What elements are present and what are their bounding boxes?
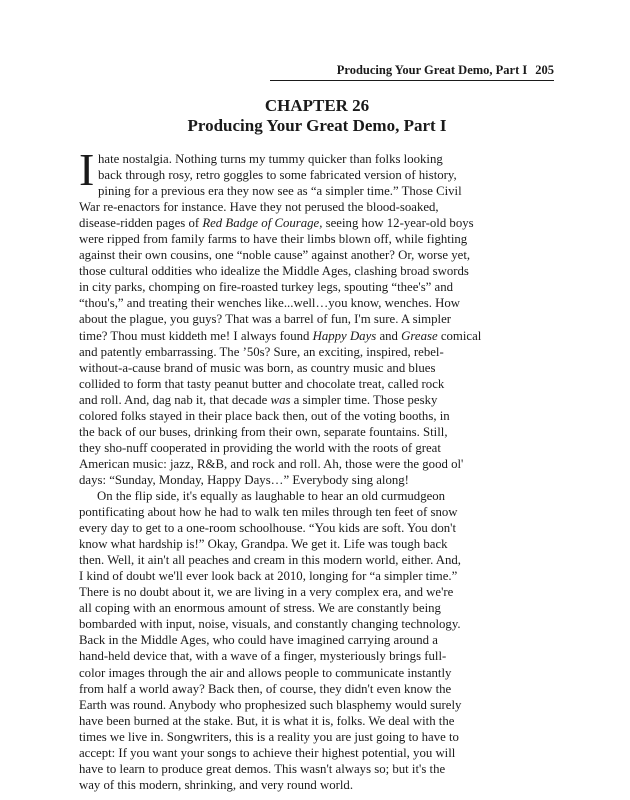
text-run: disease-ridden pages of — [79, 216, 203, 231]
italic-title: Red Badge of Courage, — [202, 216, 323, 231]
text-line: pining for a previous era they now see as “a simpler time.” Those Civil — [98, 184, 462, 199]
text-line — [79, 328, 555, 344]
text-line: against their own cousins, one “noble cause” against another? Or, worse yet, — [79, 248, 471, 263]
text-run: and roll. And, dag nab it, that decade — [79, 392, 271, 407]
text-line: colored folks stayed in their place back then, out of the voting booths, in — [79, 408, 450, 423]
body-text — [79, 144, 555, 793]
text-run: time? Thou must kiddeth me! I always found — [79, 328, 313, 343]
text-line: and patently embarrassing. The ’50s? Sure, an exciting, inspired, rebel- — [79, 344, 444, 359]
text-line: in city parks, chomping on fire-roasted turkey legs, spouting “thee's” and — [79, 280, 454, 295]
paragraph-1 — [79, 144, 555, 488]
text-line: bombarded with input, noise, visuals, and constantly changing technology. — [79, 617, 461, 632]
text-run: a simpler time. Those pesky — [290, 392, 438, 407]
page-number: 205 — [535, 63, 554, 77]
text-line — [79, 215, 555, 231]
text-line: Earth was round. Anybody who prophesized such blasphemy would surely — [79, 697, 462, 712]
text-line: hate nostalgia. Nothing turns my tummy quicker than folks looking — [98, 152, 443, 166]
text-line: On the flip side, it's equally as laughable to hear an old curmudgeon — [97, 488, 446, 503]
text-line: without-a-cause brand of music was born, as country music and blues — [79, 360, 436, 375]
text-line: have to learn to produce great demos. This wasn't always so; but it's the — [79, 761, 446, 776]
text-line: about the plague, you guys? That was a barrel of fun, I'm sure. A simpler — [79, 312, 452, 327]
text-line: were ripped from family farms to have their limbs blown off, while fighting — [79, 232, 468, 247]
text-line: days: “Sunday, Monday, Happy Days…” Everybody sing along! — [79, 472, 409, 487]
text-line: accept: If you want your songs to achieve their highest potential, you will — [79, 745, 456, 760]
text-line: Back in the Middle Ages, who could have imagined carrying around a — [79, 633, 438, 648]
italic-word: was — [270, 392, 291, 407]
text-line: they sho-nuff cooperated in providing the world with the roots of great — [79, 440, 441, 455]
text-line: back through rosy, retro goggles to some fabricated version of history, — [98, 168, 457, 183]
text-line: way of this modern, shrinking, and very round world. — [79, 777, 354, 792]
text-run: seeing how 12-year-old boys — [322, 216, 474, 231]
text-line: War re-enactors for instance. Have they not perused the blood-soaked, — [79, 200, 439, 215]
text-line: those cultural oddities who idealize the Middle Ages, clashing broad swords — [79, 264, 469, 279]
text-line: from half a world away? Back then, of course, they didn't even know the — [79, 681, 452, 696]
text-run: comical — [437, 328, 482, 343]
text-line: hand-held device that, with a wave of a finger, mysteriously brings full- — [79, 649, 447, 664]
text-line: pontificating about how he had to walk ten miles through ten feet of snow — [79, 505, 458, 520]
text-line: “thou's,” and treating their wenches like...well…you know, wenches. How — [79, 296, 461, 311]
text-line: collided to form that tasty peanut butter and chocolate treat, called rock — [79, 376, 445, 391]
italic-title: Grease — [401, 328, 438, 343]
text-line: every day to get to a one-room schoolhouse. “You kids are soft. You don't — [79, 521, 457, 536]
text-line: have been burned at the stake. But, it is what it is, folks. We deal with the — [79, 713, 455, 728]
drop-cap: I — [79, 144, 95, 195]
text-line: color images through the air and allows people to communicate instantly — [79, 665, 452, 680]
text-line: times we live in. Songwriters, this is a reality you are just going to have to — [79, 729, 459, 744]
text-line: I kind of doubt we'll ever look back at 2010, longing for “a simpler time.” — [79, 569, 458, 584]
text-line: American music: jazz, R&B, and rock and roll. Ah, those were the good ol' — [79, 456, 464, 471]
text-line: the back of our buses, drinking from their own, separate fountains. Still, — [79, 424, 448, 439]
header-rule — [270, 80, 554, 81]
chapter-number: CHAPTER 26 — [264, 96, 370, 115]
italic-title: Happy Days — [312, 328, 377, 343]
text-line: all coping with an enormous amount of stress. We are constantly being — [79, 601, 441, 616]
running-head — [270, 63, 554, 78]
text-line — [79, 392, 555, 408]
chapter-title: Producing Your Great Demo, Part I — [187, 116, 447, 135]
paragraph-2 — [79, 488, 555, 793]
text-line: then. Well, it ain't all peaches and cream in this modern world, either. And, — [79, 553, 462, 568]
running-head-title: Producing Your Great Demo, Part I — [336, 63, 528, 77]
text-run: and — [376, 328, 402, 343]
text-line: know what hardship is!” Okay, Grandpa. We get it. Life was tough back — [79, 537, 448, 552]
text-line: There is no doubt about it, we are living in a very complex era, and we're — [79, 585, 454, 600]
